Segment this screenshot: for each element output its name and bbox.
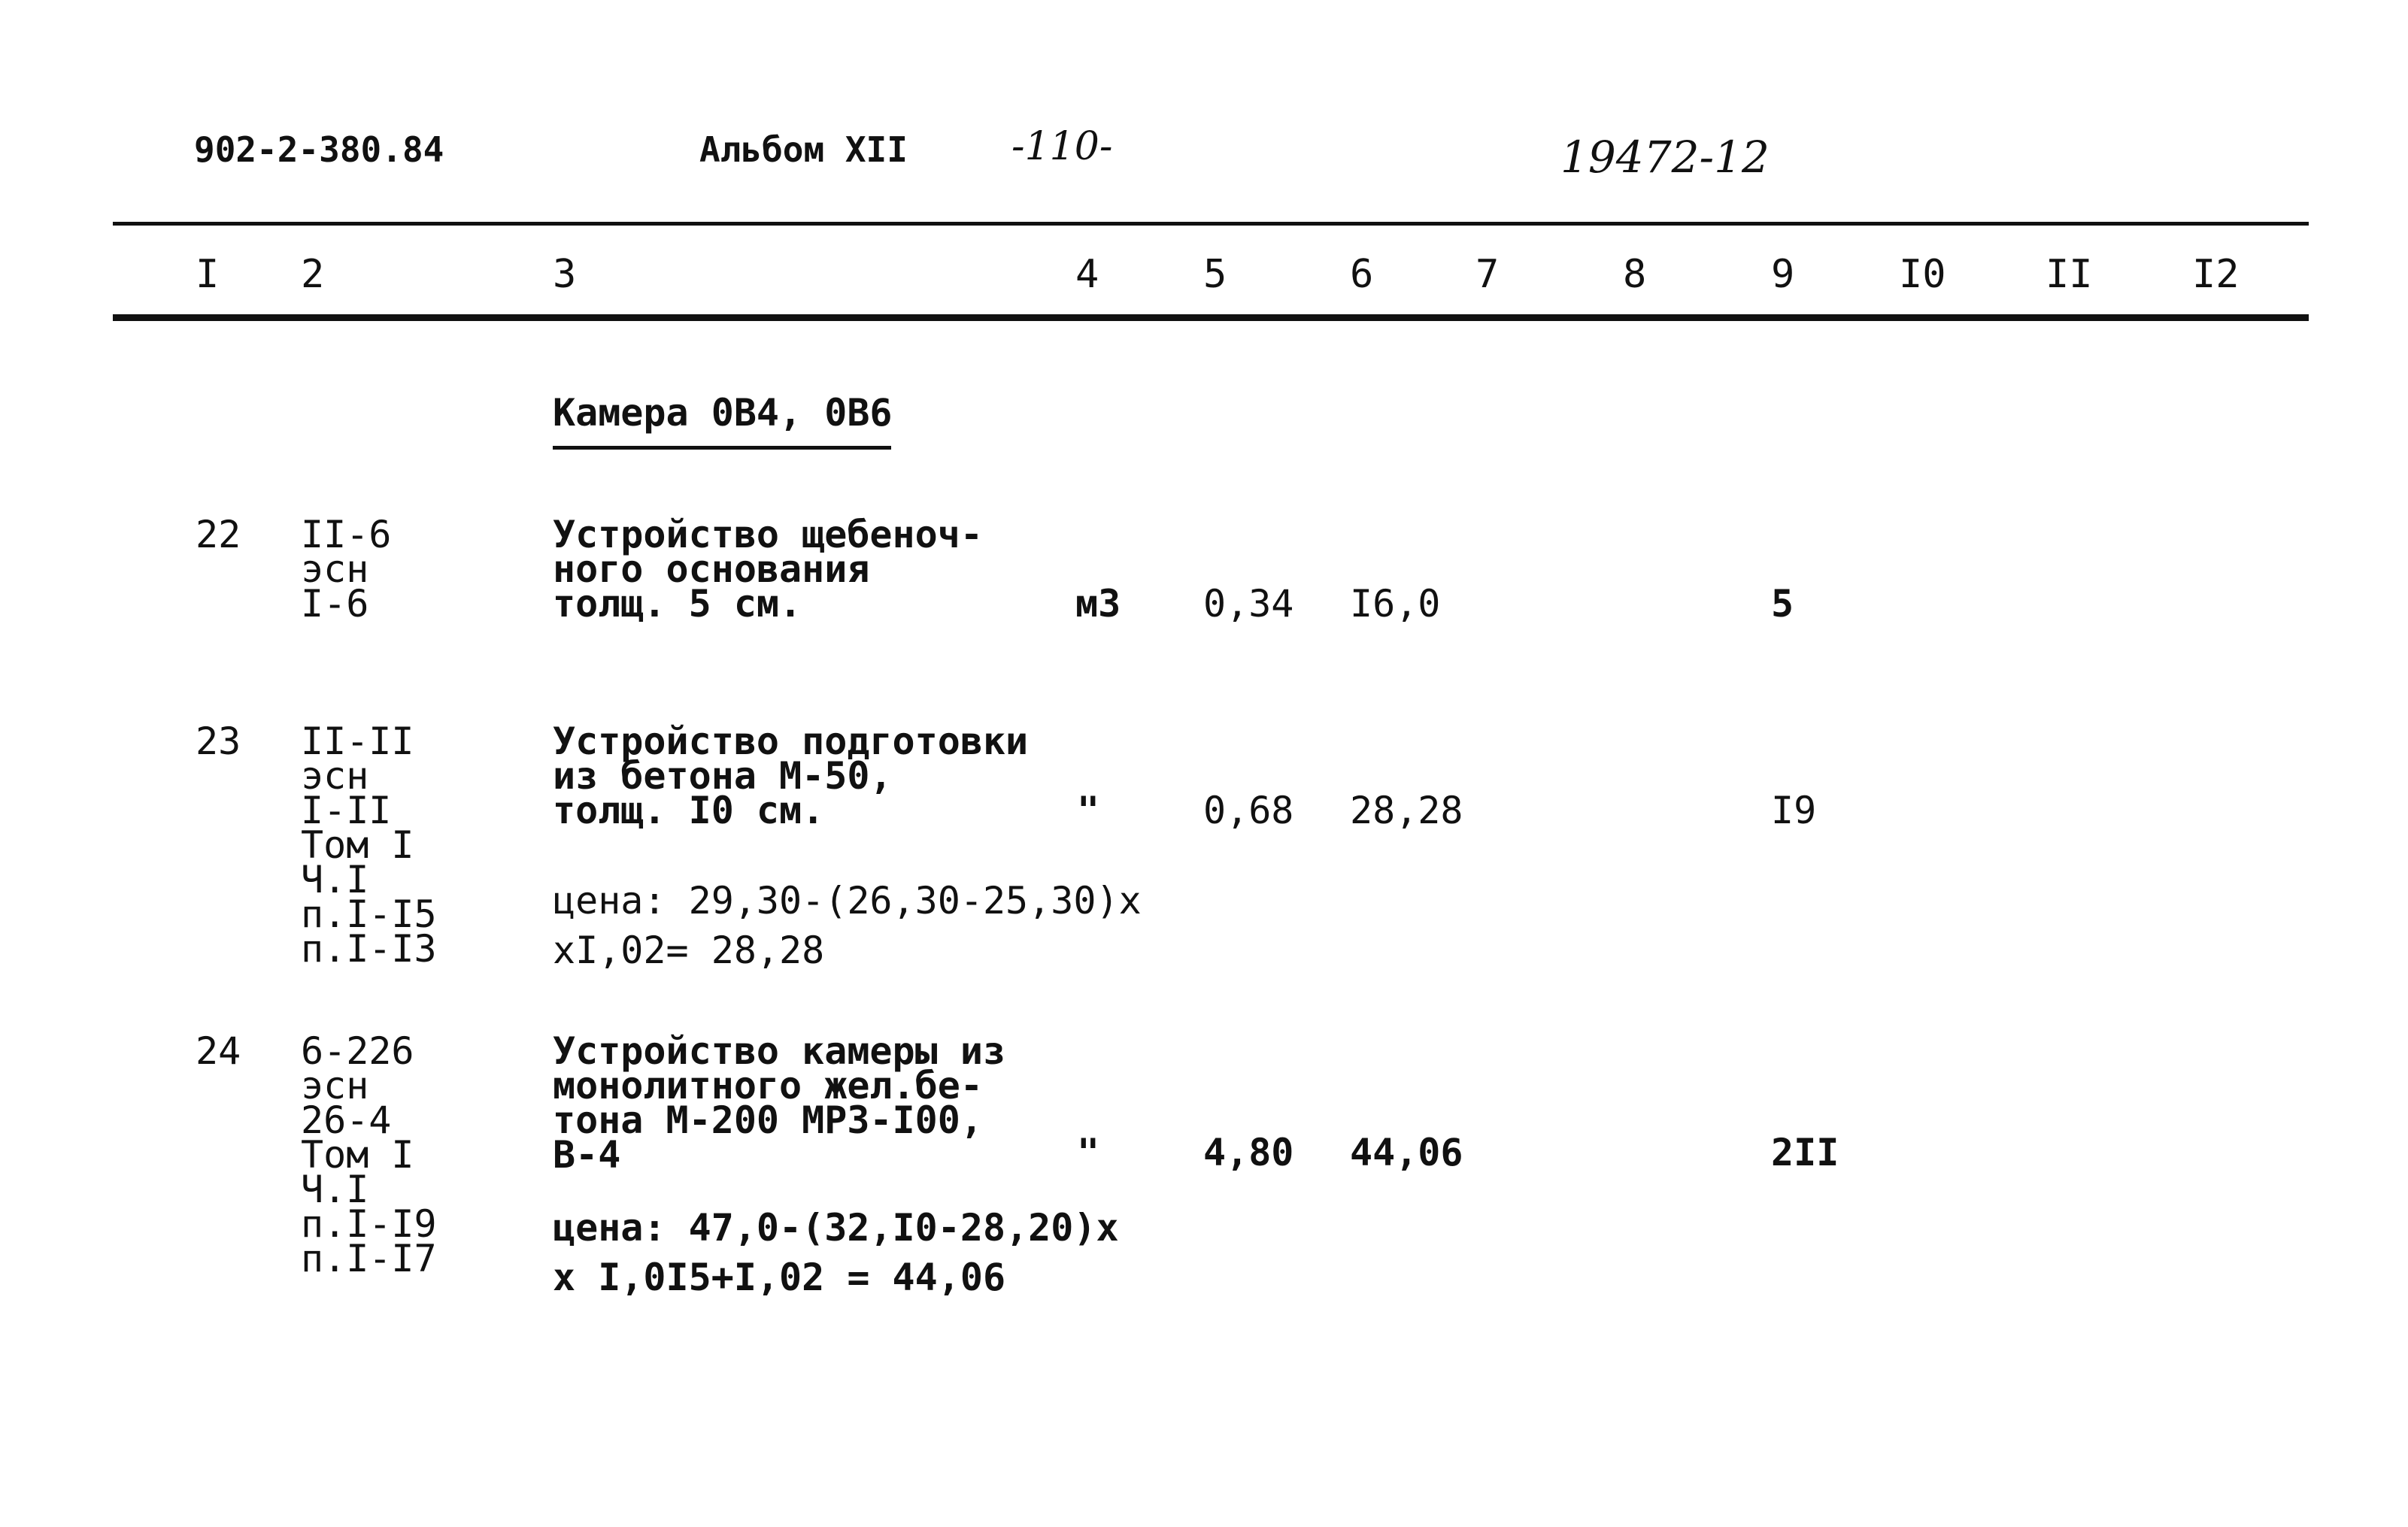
- column-number: 7: [1475, 252, 1500, 297]
- row-unit-price: 44,06: [1350, 1131, 1463, 1174]
- row-total: I9: [1771, 789, 1817, 832]
- column-number: 9: [1771, 252, 1795, 297]
- row-number: 23: [196, 720, 241, 763]
- row-total: 5: [1771, 582, 1794, 626]
- row-price-calculation: цена: 29,30-(26,30-25,30)х хI,02= 28,28: [553, 879, 1142, 972]
- row-unit: ": [1077, 1131, 1100, 1174]
- row-total: 2II: [1771, 1131, 1839, 1174]
- row-price-calculation: цена: 47,0-(32,I0-28,20)х х I,0I5+I,02 = 44,06: [553, 1206, 1119, 1299]
- column-number: I0: [1899, 252, 1946, 297]
- row-unit: м3: [1075, 582, 1121, 626]
- row-unit: ": [1077, 789, 1100, 832]
- row-number: 24: [196, 1029, 241, 1073]
- section-title-underline: [553, 446, 891, 450]
- column-number: 6: [1350, 252, 1374, 297]
- row-code: 6-226 эсн 26-4 Том I Ч.I п.I-I9 п.I-I7: [301, 1029, 437, 1280]
- column-number: 5: [1203, 252, 1227, 297]
- row-quantity: 0,34: [1203, 582, 1294, 626]
- top-rule: [113, 222, 2309, 226]
- row-number: 22: [196, 513, 241, 556]
- row-unit-price: 28,28: [1350, 789, 1463, 832]
- row-code: II-6 эсн I-6: [301, 513, 392, 626]
- row-description: Устройство щебеноч- ного основания толщ. 5 см.: [553, 513, 983, 626]
- column-number: 3: [553, 252, 577, 297]
- row-quantity: 0,68: [1203, 789, 1294, 832]
- row-quantity: 4,80: [1203, 1131, 1294, 1174]
- column-number: I2: [2192, 252, 2240, 297]
- column-number: 8: [1623, 252, 1647, 297]
- row-unit-price: I6,0: [1350, 582, 1441, 626]
- column-number: 4: [1075, 252, 1099, 297]
- column-number: I: [196, 252, 220, 297]
- row-code: II-II эсн I-II Том I Ч.I п.I-I5 п.I-I3: [301, 720, 437, 971]
- handwritten-number: 19472-12: [1560, 132, 1770, 183]
- column-number: II: [2046, 252, 2093, 297]
- row-description: Устройство камеры из монолитного жел.бе- тона М-200 МРЗ-I00, В-4: [553, 1029, 1006, 1177]
- page-number: -110-: [1011, 124, 1113, 169]
- document-code: 902-2-380.84: [194, 129, 444, 170]
- album-label: Альбом XII: [699, 129, 908, 170]
- column-number: 2: [301, 252, 325, 297]
- row-description: Устройство подготовки из бетона М-50, толщ. I0 см.: [553, 720, 1029, 832]
- section-title: Камера 0В4, 0В6: [553, 391, 893, 435]
- header-bottom-rule: [113, 314, 2309, 321]
